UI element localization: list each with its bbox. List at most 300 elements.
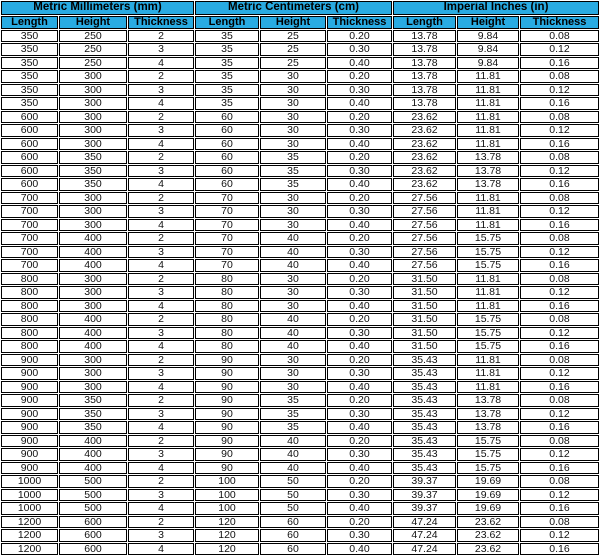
table-cell: 2	[128, 70, 194, 83]
table-row	[1, 70, 599, 83]
table-row	[1, 30, 599, 43]
table-cell: 27.56	[393, 205, 456, 218]
table-cell: 350	[59, 151, 127, 164]
table-cell: 15.75	[457, 313, 519, 326]
table-cell: 11.81	[457, 367, 519, 380]
table-cell: 30	[260, 97, 326, 110]
table-cell: 27.56	[393, 259, 456, 272]
table-cell: 35.43	[393, 367, 456, 380]
table-cell: 0.16	[520, 97, 599, 110]
table-cell: 35	[260, 151, 326, 164]
table-cell: 11.81	[457, 205, 519, 218]
table-cell: 0.20	[327, 394, 392, 407]
table-cell: 3	[128, 367, 194, 380]
table-row	[1, 489, 599, 502]
table-row	[1, 259, 599, 272]
table-cell: 0.12	[520, 489, 599, 502]
table-row	[1, 273, 599, 286]
table-row	[1, 502, 599, 515]
table-cell: 0.40	[327, 462, 392, 475]
column-header-row	[1, 16, 599, 29]
table-cell: 35.43	[393, 462, 456, 475]
table-cell: 4	[128, 502, 194, 515]
table-cell: 90	[195, 421, 259, 434]
table-cell: 0.12	[520, 448, 599, 461]
table-cell: 23.62	[393, 151, 456, 164]
table-row	[1, 97, 599, 110]
table-cell: 30	[260, 354, 326, 367]
table-cell: 300	[59, 300, 127, 313]
table-cell: 800	[1, 273, 58, 286]
table-cell: 0.20	[327, 273, 392, 286]
table-cell: 0.08	[520, 30, 599, 43]
table-cell: 0.40	[327, 57, 392, 70]
table-row	[1, 313, 599, 326]
table-row	[1, 475, 599, 488]
table-cell: 0.12	[520, 205, 599, 218]
table-cell: 11.81	[457, 354, 519, 367]
table-cell: 500	[59, 502, 127, 515]
table-cell: 0.30	[327, 43, 392, 56]
table-cell: 2	[128, 151, 194, 164]
table-cell: 60	[195, 151, 259, 164]
table-cell: 0.12	[520, 529, 599, 542]
table-cell: 350	[59, 178, 127, 191]
table-cell: 30	[260, 205, 326, 218]
table-cell: 300	[59, 138, 127, 151]
table-cell: 350	[1, 30, 58, 43]
table-cell: 1000	[1, 502, 58, 515]
table-cell: 2	[128, 516, 194, 529]
table-cell: 0.08	[520, 394, 599, 407]
table-cell: 3	[128, 124, 194, 137]
table-cell: 0.12	[520, 327, 599, 340]
table-cell: 3	[128, 489, 194, 502]
table-cell: 2	[128, 192, 194, 205]
table-cell: 800	[1, 300, 58, 313]
table-cell: 0.16	[520, 462, 599, 475]
table-cell: 4	[128, 543, 194, 556]
table-row	[1, 286, 599, 299]
table-cell: 0.16	[520, 259, 599, 272]
table-cell: 70	[195, 259, 259, 272]
table-cell: 0.30	[327, 124, 392, 137]
table-cell: 900	[1, 354, 58, 367]
table-cell: 11.81	[457, 273, 519, 286]
table-cell: 0.08	[520, 192, 599, 205]
table-row	[1, 219, 599, 232]
table-cell: 300	[59, 124, 127, 137]
table-cell: 40	[260, 232, 326, 245]
table-cell: 35	[260, 421, 326, 434]
table-cell: 0.40	[327, 340, 392, 353]
table-cell: 30	[260, 124, 326, 137]
table-cell: 0.40	[327, 97, 392, 110]
table-cell: 400	[59, 259, 127, 272]
table-cell: 700	[1, 192, 58, 205]
table-cell: 800	[1, 286, 58, 299]
table-cell: 0.20	[327, 192, 392, 205]
table-cell: 0.16	[520, 138, 599, 151]
table-cell: 39.37	[393, 502, 456, 515]
table-cell: 4	[128, 219, 194, 232]
table-cell: 35	[195, 30, 259, 43]
table-cell: 3	[128, 448, 194, 461]
table-cell: 300	[59, 273, 127, 286]
table-cell: 800	[1, 340, 58, 353]
table-cell: 23.62	[393, 124, 456, 137]
table-row	[1, 529, 599, 542]
table-cell: 0.20	[327, 354, 392, 367]
table-cell: 0.12	[520, 286, 599, 299]
table-cell: 0.08	[520, 516, 599, 529]
table-cell: 4	[128, 138, 194, 151]
table-cell: 60	[195, 165, 259, 178]
table-cell: 35	[260, 165, 326, 178]
table-cell: 0.08	[520, 273, 599, 286]
table-cell: 40	[260, 313, 326, 326]
table-cell: 1200	[1, 516, 58, 529]
table-cell: 30	[260, 300, 326, 313]
table-row	[1, 178, 599, 191]
table-cell: 800	[1, 327, 58, 340]
table-cell: 3	[128, 408, 194, 421]
table-cell: 30	[260, 70, 326, 83]
table-cell: 300	[59, 205, 127, 218]
table-cell: 25	[260, 57, 326, 70]
table-cell: 300	[59, 219, 127, 232]
table-cell: 11.81	[457, 381, 519, 394]
table-cell: 300	[59, 84, 127, 97]
table-cell: 300	[59, 381, 127, 394]
table-cell: 350	[59, 408, 127, 421]
column-header-mm-length: Length	[1, 16, 58, 29]
table-row	[1, 448, 599, 461]
table-row	[1, 151, 599, 164]
table-cell: 0.30	[327, 367, 392, 380]
table-cell: 900	[1, 462, 58, 475]
table-cell: 35	[195, 57, 259, 70]
table-cell: 19.69	[457, 502, 519, 515]
table-cell: 400	[59, 327, 127, 340]
table-cell: 600	[1, 124, 58, 137]
table-row	[1, 111, 599, 124]
table-cell: 0.08	[520, 70, 599, 83]
table-cell: 900	[1, 394, 58, 407]
table-cell: 0.12	[520, 43, 599, 56]
table-cell: 23.62	[393, 178, 456, 191]
table-row	[1, 408, 599, 421]
table-cell: 19.69	[457, 475, 519, 488]
table-cell: 23.62	[393, 138, 456, 151]
table-cell: 0.16	[520, 381, 599, 394]
table-cell: 90	[195, 448, 259, 461]
table-cell: 400	[59, 448, 127, 461]
table-cell: 40	[260, 340, 326, 353]
table-cell: 40	[260, 259, 326, 272]
table-cell: 0.40	[327, 502, 392, 515]
table-cell: 0.12	[520, 246, 599, 259]
table-cell: 0.16	[520, 421, 599, 434]
table-cell: 25	[260, 30, 326, 43]
table-cell: 300	[59, 111, 127, 124]
table-cell: 30	[260, 219, 326, 232]
table-cell: 700	[1, 205, 58, 218]
table-row	[1, 543, 599, 556]
table-cell: 60	[195, 124, 259, 137]
table-row	[1, 232, 599, 245]
table-cell: 0.08	[520, 111, 599, 124]
table-cell: 3	[128, 84, 194, 97]
table-cell: 0.16	[520, 178, 599, 191]
table-cell: 900	[1, 435, 58, 448]
table-cell: 0.40	[327, 259, 392, 272]
table-cell: 35	[260, 408, 326, 421]
table-row	[1, 381, 599, 394]
table-cell: 9.84	[457, 30, 519, 43]
table-row	[1, 205, 599, 218]
table-cell: 0.20	[327, 151, 392, 164]
table-cell: 80	[195, 340, 259, 353]
table-cell: 13.78	[457, 165, 519, 178]
table-cell: 0.30	[327, 205, 392, 218]
table-row	[1, 394, 599, 407]
table-cell: 19.69	[457, 489, 519, 502]
table-cell: 700	[1, 246, 58, 259]
table-cell: 13.78	[393, 43, 456, 56]
table-cell: 600	[1, 151, 58, 164]
table-cell: 0.40	[327, 138, 392, 151]
table-row	[1, 300, 599, 313]
column-header-cm-thickness: Thickness	[327, 16, 392, 29]
table-cell: 90	[195, 408, 259, 421]
table-cell: 400	[59, 246, 127, 259]
table-cell: 11.81	[457, 192, 519, 205]
table-cell: 0.30	[327, 165, 392, 178]
table-cell: 0.30	[327, 408, 392, 421]
table-header	[1, 1, 599, 29]
table-cell: 3	[128, 205, 194, 218]
table-cell: 40	[260, 246, 326, 259]
table-cell: 0.16	[520, 219, 599, 232]
table-cell: 1200	[1, 529, 58, 542]
table-cell: 350	[59, 394, 127, 407]
table-cell: 4	[128, 381, 194, 394]
table-cell: 40	[260, 462, 326, 475]
table-cell: 30	[260, 138, 326, 151]
table-cell: 3	[128, 246, 194, 259]
table-cell: 0.08	[520, 475, 599, 488]
table-cell: 60	[195, 178, 259, 191]
table-cell: 300	[59, 70, 127, 83]
table-row	[1, 43, 599, 56]
table-cell: 35.43	[393, 354, 456, 367]
table-cell: 0.20	[327, 111, 392, 124]
table-cell: 80	[195, 327, 259, 340]
table-cell: 0.12	[520, 124, 599, 137]
table-cell: 4	[128, 259, 194, 272]
table-cell: 27.56	[393, 219, 456, 232]
table-cell: 35	[260, 394, 326, 407]
table-cell: 23.62	[393, 165, 456, 178]
table-cell: 40	[260, 435, 326, 448]
table-cell: 0.16	[520, 300, 599, 313]
table-cell: 60	[195, 138, 259, 151]
table-cell: 3	[128, 327, 194, 340]
table-cell: 250	[59, 43, 127, 56]
table-cell: 0.40	[327, 300, 392, 313]
table-cell: 300	[59, 354, 127, 367]
column-header-cm-length: Length	[195, 16, 259, 29]
table-cell: 11.81	[457, 219, 519, 232]
table-cell: 120	[195, 516, 259, 529]
table-cell: 13.78	[457, 394, 519, 407]
table-cell: 0.20	[327, 435, 392, 448]
table-cell: 300	[59, 97, 127, 110]
table-cell: 13.78	[393, 30, 456, 43]
table-cell: 0.30	[327, 489, 392, 502]
table-cell: 250	[59, 57, 127, 70]
table-cell: 35.43	[393, 435, 456, 448]
table-cell: 0.16	[520, 502, 599, 515]
table-cell: 0.30	[327, 327, 392, 340]
table-cell: 900	[1, 367, 58, 380]
table-body	[1, 30, 599, 556]
table-cell: 0.40	[327, 178, 392, 191]
column-header-mm-height: Height	[59, 16, 127, 29]
table-cell: 35	[195, 84, 259, 97]
table-row	[1, 192, 599, 205]
table-cell: 15.75	[457, 462, 519, 475]
table-cell: 35	[195, 70, 259, 83]
table-cell: 400	[59, 232, 127, 245]
table-cell: 100	[195, 475, 259, 488]
table-cell: 0.40	[327, 219, 392, 232]
table-cell: 0.12	[520, 84, 599, 97]
table-cell: 30	[260, 367, 326, 380]
table-cell: 11.81	[457, 124, 519, 137]
table-cell: 35	[260, 178, 326, 191]
table-cell: 600	[1, 138, 58, 151]
table-cell: 80	[195, 273, 259, 286]
table-cell: 4	[128, 97, 194, 110]
table-row	[1, 327, 599, 340]
table-cell: 23.62	[457, 529, 519, 542]
column-header-cm-height: Height	[260, 16, 326, 29]
table-row	[1, 84, 599, 97]
table-cell: 23.62	[457, 516, 519, 529]
table-cell: 3	[128, 165, 194, 178]
table-row	[1, 421, 599, 434]
table-cell: 27.56	[393, 232, 456, 245]
table-cell: 600	[59, 516, 127, 529]
table-cell: 15.75	[457, 259, 519, 272]
table-cell: 0.30	[327, 448, 392, 461]
table-cell: 11.81	[457, 84, 519, 97]
table-cell: 300	[59, 286, 127, 299]
table-cell: 35.43	[393, 421, 456, 434]
table-cell: 700	[1, 232, 58, 245]
table-cell: 31.50	[393, 313, 456, 326]
table-cell: 0.08	[520, 151, 599, 164]
table-cell: 0.12	[520, 165, 599, 178]
table-cell: 40	[260, 448, 326, 461]
table-cell: 13.78	[393, 97, 456, 110]
table-cell: 9.84	[457, 43, 519, 56]
table-cell: 13.78	[457, 408, 519, 421]
table-cell: 9.84	[457, 57, 519, 70]
table-cell: 11.81	[457, 97, 519, 110]
table-cell: 13.78	[393, 57, 456, 70]
table-cell: 80	[195, 286, 259, 299]
table-cell: 90	[195, 462, 259, 475]
table-cell: 90	[195, 435, 259, 448]
table-cell: 35	[195, 97, 259, 110]
table-cell: 27.56	[393, 192, 456, 205]
table-cell: 30	[260, 84, 326, 97]
table-cell: 13.78	[393, 70, 456, 83]
table-cell: 0.08	[520, 435, 599, 448]
table-row	[1, 516, 599, 529]
table-row	[1, 165, 599, 178]
table-cell: 15.75	[457, 327, 519, 340]
table-cell: 4	[128, 462, 194, 475]
table-cell: 0.20	[327, 475, 392, 488]
table-cell: 25	[260, 43, 326, 56]
table-cell: 3	[128, 286, 194, 299]
table-cell: 350	[1, 57, 58, 70]
table-cell: 60	[260, 529, 326, 542]
group-header-imperial-in: Imperial Inches (in)	[393, 1, 599, 15]
table-cell: 120	[195, 543, 259, 556]
table-cell: 700	[1, 259, 58, 272]
table-cell: 90	[195, 381, 259, 394]
table-cell: 4	[128, 57, 194, 70]
table-cell: 80	[195, 300, 259, 313]
table-cell: 4	[128, 421, 194, 434]
table-cell: 0.40	[327, 421, 392, 434]
table-cell: 1000	[1, 489, 58, 502]
table-cell: 13.78	[393, 84, 456, 97]
table-cell: 31.50	[393, 286, 456, 299]
table-cell: 35.43	[393, 394, 456, 407]
table-cell: 30	[260, 381, 326, 394]
table-cell: 900	[1, 381, 58, 394]
table-cell: 300	[59, 367, 127, 380]
table-cell: 350	[1, 43, 58, 56]
table-row	[1, 340, 599, 353]
table-cell: 0.20	[327, 516, 392, 529]
table-cell: 50	[260, 489, 326, 502]
table-cell: 2	[128, 30, 194, 43]
table-cell: 900	[1, 408, 58, 421]
table-cell: 0.30	[327, 84, 392, 97]
table-cell: 31.50	[393, 340, 456, 353]
table-cell: 900	[1, 421, 58, 434]
table-cell: 15.75	[457, 448, 519, 461]
column-header-in-height: Height	[457, 16, 519, 29]
table-cell: 30	[260, 111, 326, 124]
table-cell: 70	[195, 192, 259, 205]
table-cell: 0.30	[327, 286, 392, 299]
table-row	[1, 367, 599, 380]
table-cell: 350	[1, 70, 58, 83]
table-cell: 500	[59, 489, 127, 502]
table-cell: 600	[1, 178, 58, 191]
group-header-metric-mm: Metric Millimeters (mm)	[1, 1, 194, 15]
table-cell: 800	[1, 313, 58, 326]
table-cell: 13.78	[457, 178, 519, 191]
